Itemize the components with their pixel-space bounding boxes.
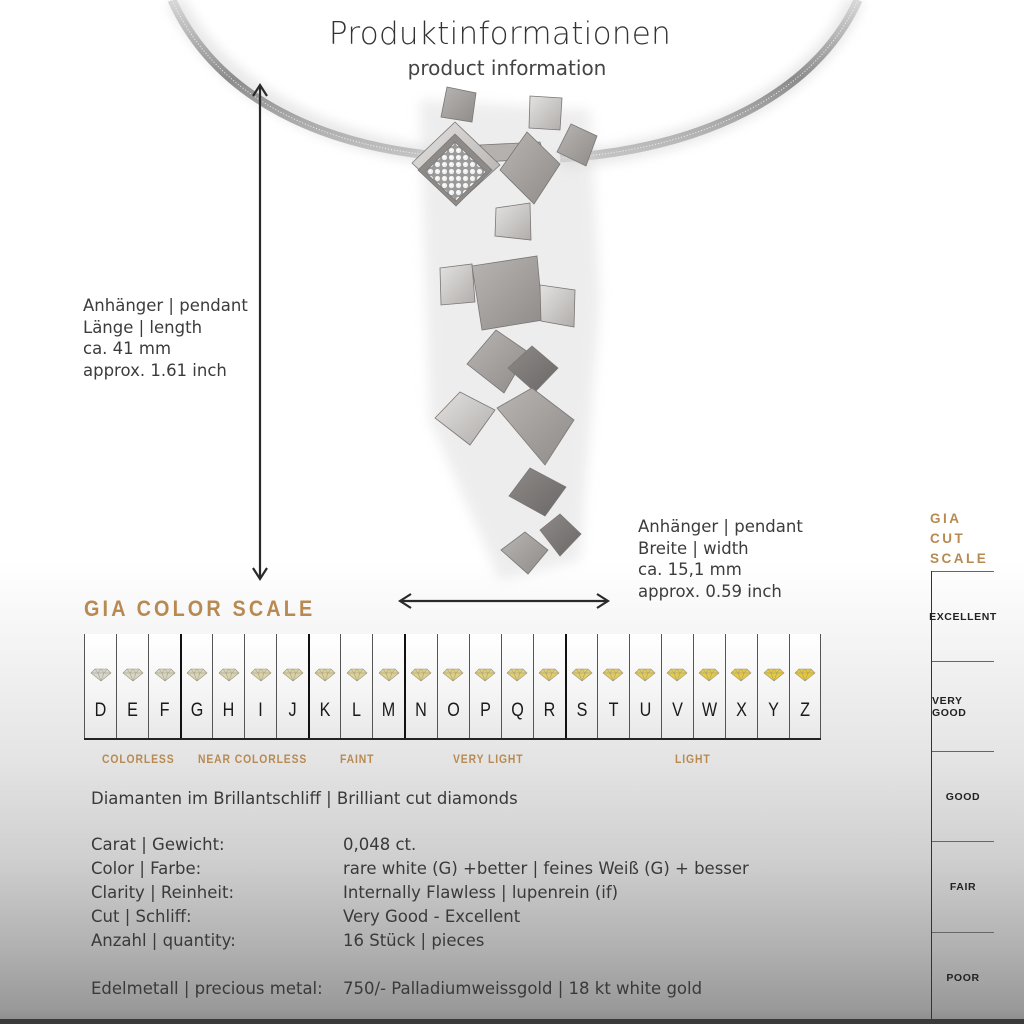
color-grade-letter: G [190, 700, 204, 721]
color-grade-cell [372, 634, 404, 738]
spec-label: Cut | Schliff: [91, 907, 192, 926]
cut-scale-chart [929, 571, 997, 1024]
width-arrow-icon [398, 591, 610, 611]
spec-label: Color | Farbe: [91, 859, 202, 878]
length-arrow-icon [250, 82, 270, 582]
spec-row-clarity [91, 883, 791, 907]
spec-value: Very Good - Excellent [343, 907, 521, 926]
color-grade-cell [757, 634, 789, 738]
color-grade-cell [565, 634, 597, 738]
color-grade-cell [469, 634, 501, 738]
color-grade-letter: Y [768, 700, 779, 721]
color-grade-letter: J [288, 700, 297, 721]
color-grade-letter: U [639, 700, 652, 721]
color-grade-cell [340, 634, 372, 738]
page-title: Produktinformationen [328, 16, 672, 52]
color-grade-letter: W [701, 700, 718, 721]
spec-row-carat [91, 835, 791, 859]
diamond-icon [698, 668, 720, 682]
diamond-icon [410, 668, 432, 682]
group-label-very-light: VERY LIGHT [453, 754, 524, 766]
length-line-2: Länge | length [83, 317, 203, 337]
spec-label: Carat | Gewicht: [91, 835, 225, 854]
cut-grade-very-good: VERY GOOD [932, 661, 994, 752]
color-grade-cell [180, 634, 212, 738]
color-grade-cell [597, 634, 629, 738]
length-line-3: ca. 41 mm [83, 339, 172, 358]
spec-value: rare white (G) +better | feines Weiß (G) + besser [343, 859, 749, 878]
color-grade-letter: D [94, 700, 107, 721]
cut-grade-fair: FAIR [932, 841, 994, 932]
width-dimension-label [638, 516, 803, 602]
diamond-icon [666, 668, 688, 682]
length-line-4: approx. 1.61 inch [83, 360, 227, 380]
diamond-icon [314, 668, 336, 682]
width-line-1: Anhänger | pendant [638, 517, 803, 536]
width-line-4: approx. 0.59 inch [638, 581, 782, 601]
spec-row-color [91, 859, 791, 883]
diamond-icon [634, 668, 656, 682]
diamond-icon [506, 668, 528, 682]
group-label-near-colorless: NEAR COLORLESS [198, 754, 308, 766]
color-grade-letter: X [736, 700, 747, 721]
color-grade-cell [661, 634, 693, 738]
diamond-icon [763, 668, 785, 682]
color-grade-cell [116, 634, 148, 738]
color-grade-cell [789, 634, 821, 738]
color-grade-cell [404, 634, 436, 738]
color-grade-cell [629, 634, 661, 738]
color-grade-letter: S [576, 700, 588, 721]
width-line-3: ca. 15,1 mm [638, 560, 742, 579]
width-line-2: Breite | width [638, 538, 749, 558]
color-grade-letter: I [258, 700, 263, 721]
color-grade-cell [693, 634, 725, 738]
spec-value: 0,048 ct. [343, 835, 417, 854]
color-grade-letter: R [543, 700, 556, 721]
color-grade-letter: V [671, 700, 683, 721]
spec-row-cut [91, 907, 791, 931]
diamond-icon [474, 668, 496, 682]
spec-label: Anzahl | quantity: [91, 931, 236, 950]
diamond-icon [186, 668, 208, 682]
group-label-light: LIGHT [675, 754, 711, 766]
diamond-icon [538, 668, 560, 682]
cut-scale-title: GIA CUT SCALE [930, 511, 989, 566]
diamond-icon [250, 668, 272, 682]
cut-grade-good: GOOD [932, 751, 994, 842]
diamond-icon [442, 668, 464, 682]
cut-grade-poor: POOR [932, 932, 994, 1023]
spec-label: Clarity | Reinheit: [91, 883, 235, 902]
color-scale-chart [84, 634, 821, 740]
diamond-icon [378, 668, 400, 682]
diamond-icon [571, 668, 593, 682]
color-grade-cell [501, 634, 533, 738]
length-line-1: Anhänger | pendant [83, 296, 248, 315]
color-grade-cell [212, 634, 244, 738]
color-grade-letter: H [222, 700, 235, 721]
spec-value: Internally Flawless | lupenrein (if) [343, 883, 619, 902]
diamond-icon [730, 668, 752, 682]
color-grade-cell [84, 634, 116, 738]
cut-grade-excellent: EXCELLENT [932, 571, 994, 662]
page-subtitle: product information [407, 56, 607, 80]
diamond-icon [90, 668, 112, 682]
diamond-icon [122, 668, 144, 682]
color-grade-letter: N [415, 700, 428, 721]
color-grade-letter: P [479, 700, 491, 721]
color-grade-cell [533, 634, 565, 738]
group-label-colorless: COLORLESS [102, 754, 175, 766]
spec-row-precious-metal [91, 979, 791, 1003]
color-grade-letter: O [446, 700, 460, 721]
diamond-icon [154, 668, 176, 682]
color-grade-cell [244, 634, 276, 738]
color-grade-letter: Q [510, 700, 524, 721]
diamond-icon [794, 668, 816, 682]
color-grade-cell [437, 634, 469, 738]
diamond-icon [218, 668, 240, 682]
spec-row-quantity [91, 931, 791, 955]
group-label-faint: FAINT [340, 754, 375, 766]
color-grade-cell [148, 634, 180, 738]
bottom-divider [0, 1019, 1024, 1024]
color-grade-cell [308, 634, 340, 738]
color-grade-letter: K [319, 700, 331, 721]
color-grade-cell [276, 634, 308, 738]
color-grade-letter: M [382, 700, 396, 721]
color-grade-letter: F [159, 700, 170, 721]
specs-heading: Diamanten im Brillantschliff | Brilliant cut diamonds [91, 789, 518, 808]
diamond-icon [602, 668, 624, 682]
length-dimension-label [83, 295, 248, 381]
color-scale-title: GIA COLOR SCALE [84, 596, 316, 621]
spec-value: 750/- Palladiumweissgold | 18 kt white gold [343, 979, 703, 998]
color-grade-letter: E [127, 700, 138, 721]
color-grade-letter: T [608, 700, 619, 721]
color-grade-letter: Z [800, 700, 810, 721]
spec-value: 16 Stück | pieces [343, 931, 485, 950]
diamond-icon [282, 668, 304, 682]
color-grade-cell [725, 634, 757, 738]
color-grade-letter: L [352, 700, 362, 721]
diamond-icon [346, 668, 368, 682]
spec-label: Edelmetall | precious metal: [91, 979, 323, 998]
